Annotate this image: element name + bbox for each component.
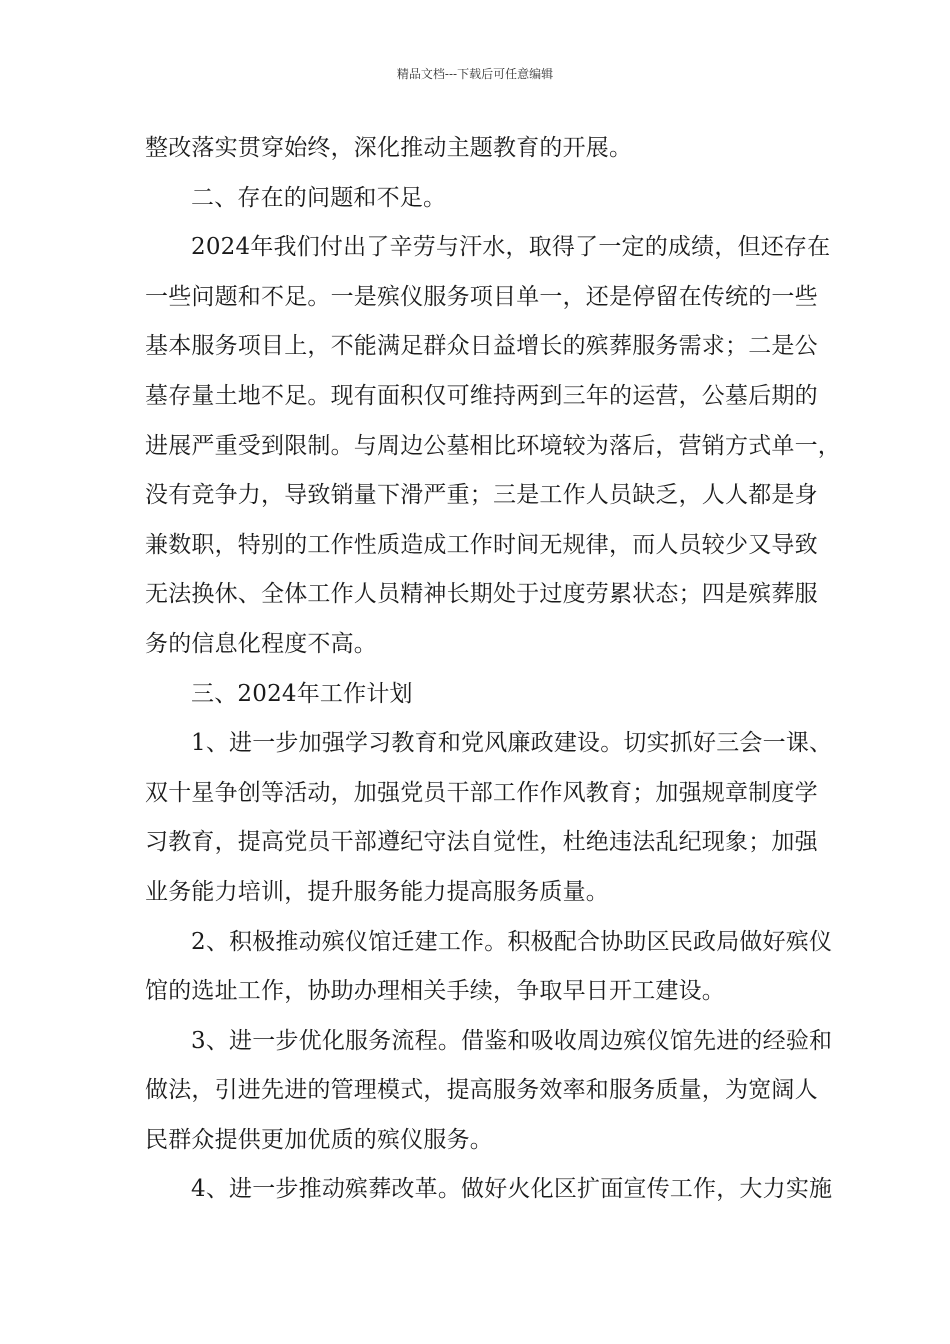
text-line: 务的信息化程度不高。 bbox=[145, 630, 377, 657]
text-line: 馆的选址工作，协助办理相关手续，争取早日开工建设。 bbox=[145, 978, 725, 1005]
text-line: 墓存量土地不足。现有面积仅可维持两到三年的运营，公墓后期的 bbox=[145, 382, 818, 409]
text-line: 兼数职，特别的工作性质造成工作时间无规律，而人员较少又导致 bbox=[145, 531, 818, 558]
text-line: 双十星争创等活动，加强党员干部工作作风教育；加强规章制度学 bbox=[145, 779, 818, 806]
page-header: 精品文档---下载后可任意编辑 bbox=[396, 67, 554, 81]
document-body bbox=[145, 130, 841, 1221]
text-line: 2、积极推动殡仪馆迁建工作。积极配合协助区民政局做好殡仪 bbox=[191, 928, 833, 955]
text-line: 民群众提供更加优质的殡仪服务。 bbox=[145, 1126, 493, 1153]
text-line: 整改落实贯穿始终，深化推动主题教育的开展。 bbox=[145, 135, 633, 161]
text-line: 习教育，提高党员干部遵纪守法自觉性，杜绝违法乱纪现象；加强 bbox=[145, 829, 818, 856]
text-line: 3、进一步优化服务流程。借鉴和吸收周边殡仪馆先进的经验和 bbox=[191, 1027, 833, 1054]
text-line: 做法，引进先进的管理模式，提高服务效率和服务质量，为宽阔人 bbox=[145, 1077, 818, 1104]
text-line: 进展严重受到限制。与周边公墓相比环境较为落后，营销方式单一， bbox=[145, 432, 841, 459]
text-line: 无法换休、全体工作人员精神长期处于过度劳累状态；四是殡葬服 bbox=[145, 581, 818, 608]
text-line: 基本服务项目上，不能满足群众日益增长的殡葬服务需求；二是公 bbox=[145, 333, 818, 360]
text-line: 一些问题和不足。一是殡仪服务项目单一，还是停留在传统的一些 bbox=[145, 283, 818, 310]
text-line: 4、进一步推动殡葬改革。做好火化区扩面宣传工作，大力实施 bbox=[191, 1176, 833, 1203]
text-line: 1、进一步加强学习教育和党风廉政建设。切实抓好三会一课、 bbox=[191, 730, 833, 757]
text-line: 业务能力培训，提升服务能力提高服务质量。 bbox=[145, 878, 609, 905]
section-heading: 三、2024年工作计划 bbox=[191, 680, 413, 707]
section-heading: 二、存在的问题和不足。 bbox=[191, 184, 447, 211]
text-line: 2024年我们付出了辛劳与汗水，取得了一定的成绩，但还存在 bbox=[191, 234, 831, 261]
text-line: 没有竞争力，导致销量下滑严重；三是工作人员缺乏，人人都是身 bbox=[145, 482, 818, 509]
